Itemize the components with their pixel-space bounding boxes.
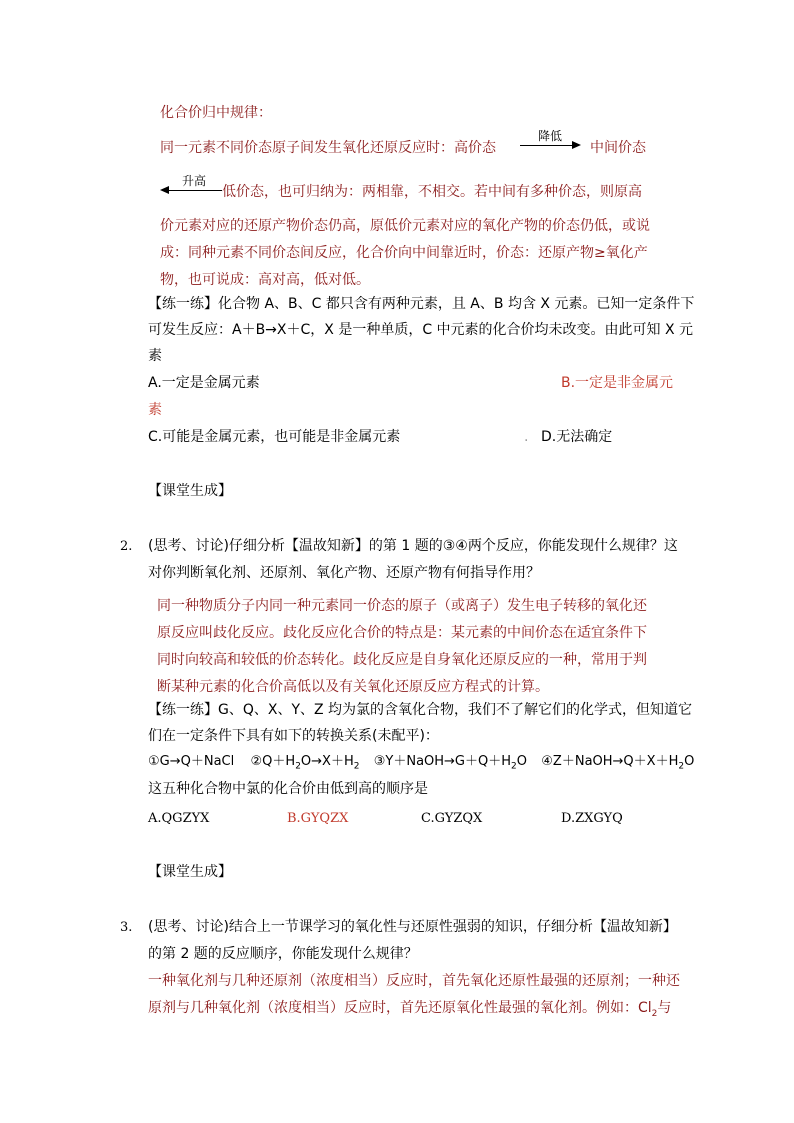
q2-answer-line1: 同一种物质分子内同一种元素同一价态的原子（或离子）发生电子转移的氧化还 <box>157 598 647 614</box>
option-c: C.可能是金属元素，也可能是非金属元素 <box>148 429 401 445</box>
exercise1-line1: 【练一练】化合物 A、B、C 都只含有两种元素，且 A、B 均含 X 元素。已知一定条件下 <box>148 296 695 312</box>
q2-line1: (思考、讨论)仔细分析【温故知新】的第 1 题的③④两个反应，你能发现什么规律？这 <box>148 538 678 554</box>
exercise2-line2: 们在一定条件下具有如下的转换关系(未配平)： <box>148 728 439 744</box>
option-d: D.ZXGYQ <box>561 811 623 826</box>
exercise2-line1: 【练一练】G、Q、X、Y、Z 均为氯的含氧化合物，我们不了解它们的化学式，但知道它 <box>148 702 693 718</box>
dot-mark: . <box>524 429 529 445</box>
question-number: 3. <box>120 920 133 935</box>
exercise1-line2: 可发生反应：A＋B→X＋C，X 是一种单质，C 中元素的化合价均未改变。由此可知 X 元 <box>148 322 694 338</box>
section-heading: 化合价归中规律： <box>160 105 272 121</box>
arrow-left-increase <box>160 175 222 195</box>
class-generate-heading: 【课堂生成】 <box>148 864 232 880</box>
q2-answer-line2: 原反应叫歧化反应。歧化反应化合价的特点是：某元素的中间价态在适宜条件下 <box>157 625 647 641</box>
q2-answer-line3: 同时向较高和较低的价态转化。歧化反应是自身氧化还原反应的一种，常用于判 <box>157 652 647 668</box>
option-a: A.QGZYX <box>148 811 210 826</box>
exercise2-line4: 这五种化合物中氯的化合价由低到高的顺序是 <box>148 781 428 797</box>
option-d: D.无法确定 <box>541 429 613 445</box>
q3-line2: 的第 2 题的反应顺序，你能发现什么规律？ <box>148 946 418 962</box>
reaction-1: ①G→Q＋NaCl <box>148 754 235 769</box>
question-number: 2. <box>120 539 133 554</box>
rule-text-line3: 价元素对应的还原产物价态仍高，原低价元素对应的氧化产物的价态仍低，或说 <box>160 218 650 234</box>
reaction-list <box>148 753 694 771</box>
reaction-3: $③Y+NaOH\to G+Q+H_2O$ <box>373 754 527 772</box>
arrow-down-label: 降低 <box>538 129 563 143</box>
arrow-right-decrease <box>520 130 582 150</box>
reaction-4: $④Z+NaOH\to Q+X+H_2O$ <box>541 754 695 772</box>
option-a: A.一定是金属元素 <box>148 375 260 391</box>
exercise1-line3: 素 <box>148 348 162 364</box>
q2-line2: 对你判断氧化剂、还原剂、氧化产物、还原产物有何指导作用？ <box>148 565 540 581</box>
rule-text-line1a: 同一元素不同价态原子间发生氧化还原反应时：高价态 <box>160 140 496 156</box>
q3-line1: (思考、讨论)结合上一节课学习的氧化性与还原性强弱的知识，仔细分析【温故知新】 <box>148 919 677 935</box>
option-b: B.GYQZX <box>287 811 349 826</box>
rule-text-line1b: 中间价态 <box>590 140 646 156</box>
option-c: C.GYZQX <box>421 811 483 826</box>
q2-answer-line4: 断某种元素的化合价高低以及有关氧化还原反应方程式的计算。 <box>157 679 549 695</box>
arrow-up-label: 升高 <box>182 174 207 188</box>
rule-text-line4: 成：同种元素不同价态间反应，化合价向中间靠近时，价态：还原产物≥氧化产 <box>160 245 648 261</box>
rule-text-line5: 物，也可说成：高对高，低对低。 <box>160 272 370 288</box>
rule-text-line2: 低价态，也可归纳为：两相靠，不相交。若中间有多种价态，则原高 <box>222 184 642 200</box>
option-b: B.一定是非金属元 <box>561 375 674 391</box>
reaction-2: $②Q+H_2O\to X+H_2$ <box>250 754 360 772</box>
option-b-continued: 素 <box>148 402 162 418</box>
q3-answer-line1: 一种氧化剂与几种还原剂（浓度相当）反应时，首先氧化还原性最强的还原剂；一种还 <box>148 973 680 989</box>
q3-answer-line2: 原剂与几种氧化剂（浓度相当）反应时，首先还原氧化性最强的氧化剂。例如：$Cl_2$与 <box>148 1000 672 1019</box>
class-generate-heading: 【课堂生成】 <box>148 483 232 499</box>
